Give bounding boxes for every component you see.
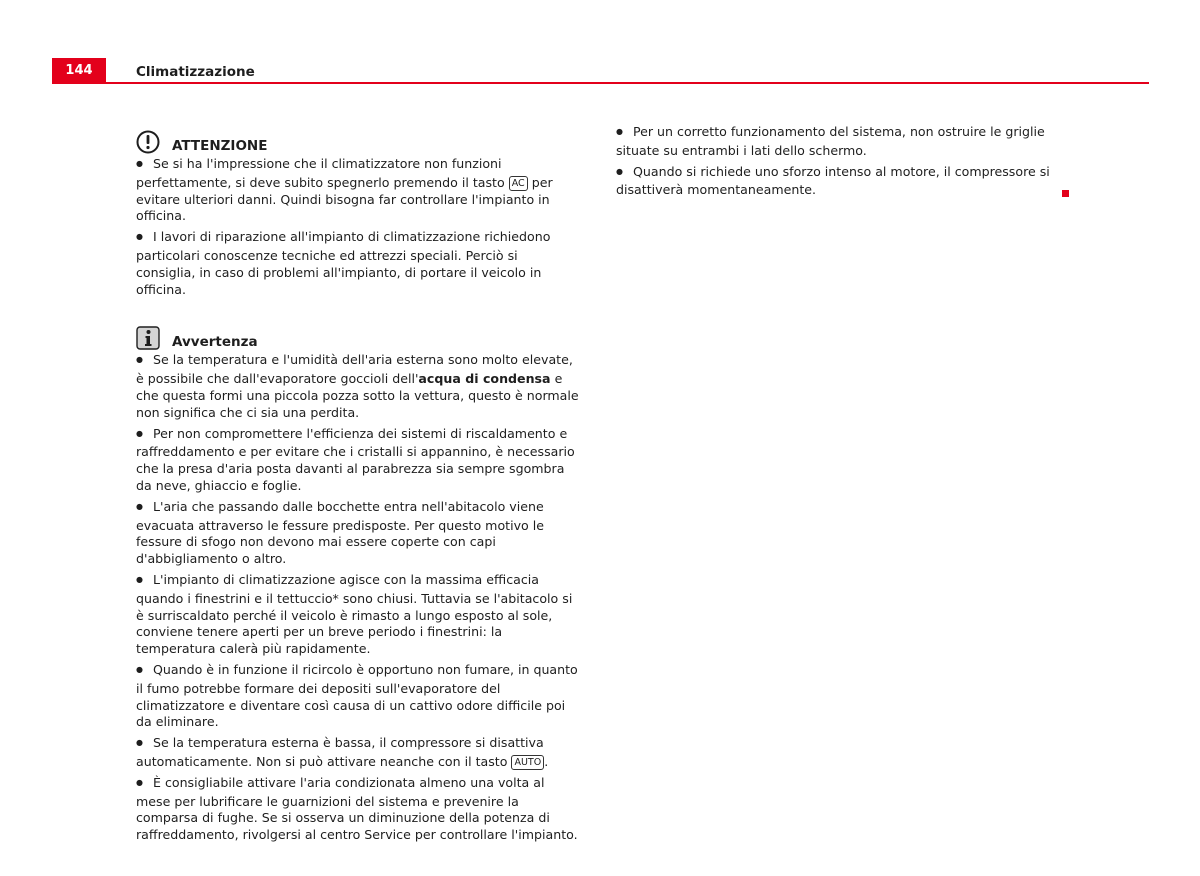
note-bullet-5: ● Quando è in funzione il ricircolo è opportuno non fumare, in quanto il fumo potrebbe formare dei depositi sull'evaporatore del climatizzatore e diventare così causa di un cattivo odore difficile poi da eliminare. (136, 662, 580, 731)
warning-bullet-1: ● Se si ha l'impressione che il climatizzatore non funzioni perfettamente, si deve subito spegnerlo premendo il tasto AC per evitare ulteriori danni. Quindi bisogna far controllare l'impianto in officina. (136, 156, 580, 225)
right-bullet-2: ● Quando si richiede uno sforzo intenso al motore, il compressore si disattiverà momentaneamente. (616, 164, 1066, 200)
auto-key: AUTO (511, 755, 544, 770)
page-number-box (52, 58, 106, 84)
note-bullet-7: ● È consigliabile attivare l'aria condizionata almeno una volta al mese per lubrificare le guarnizioni del sistema e prevenire la comparsa di fughe. Se si osserva un diminuzione della potenza di raffreddamento, rivolgersi al centro Service per controllare l'impianto. (136, 775, 580, 844)
header-rule (52, 82, 1149, 84)
condensation-term: acqua di condensa (418, 371, 551, 387)
section-end-wrap (1062, 182, 1069, 201)
right-column (616, 124, 1066, 203)
right-bullet-1: ● Per un corretto funzionamento del sistema, non ostruire le griglie situate su entrambi i lati dello schermo. (616, 124, 1066, 160)
page-number: 144 (65, 63, 93, 78)
warning-title: ATTENZIONE (172, 138, 268, 154)
note-bullet-3: ● L'aria che passando dalle bocchette entra nell'abitacolo viene evacuata attraverso le fessure predisposte. Per questo motivo le fessure di sfogo non devono mai essere coperte con capi d'abbigliamento o altro. (136, 499, 580, 568)
note-bullet-1: ● Se la temperatura e l'umidità dell'aria esterna sono molto elevate, è possibile che dall'evaporatore goccioli dell'acqua di condensa e che questa formi una piccola pozza sotto la vettura, questo è normale non significa che ci sia una perdita. (136, 352, 580, 421)
info-icon (136, 326, 160, 350)
warning-heading (136, 124, 580, 154)
ac-key: AC (509, 176, 528, 191)
chapter-title: Climatizzazione (136, 64, 255, 80)
section-end-square-icon (1062, 190, 1069, 197)
warning-bullet-2: ● I lavori di riparazione all'impianto di climatizzazione richiedono particolari conoscenze tecniche ed attrezzi speciali. Perciò si consiglia, in caso di problemi all'impianto, di portare il veicolo in officina. (136, 229, 580, 298)
note-bullet-4: ● L'impianto di climatizzazione agisce con la massima efficacia quando i finestrini e il tettuccio* sono chiusi. Tuttavia se l'abitacolo si è surriscaldato perché il veicolo è rimasto a lungo esposto al sole, conviene tenere aperti per un breve periodo i finestrini: la temperatura calerà più rapidamente. (136, 572, 580, 658)
note-heading (136, 320, 580, 350)
note-bullet-6: ● Se la temperatura esterna è bassa, il compressore si disattiva automaticamente. Non si può attivare neanche con il tasto AUTO . (136, 735, 580, 771)
note-title: Avvertenza (172, 334, 258, 351)
warning-circle-icon (136, 130, 160, 154)
left-column (136, 124, 580, 848)
note-bullet-2: ● Per non compromettere l'efficienza dei sistemi di riscaldamento e raffreddamento e per evitare che i cristalli si appannino, è necessario che la presa d'aria posta davanti al parabrezza sia sempre sgombra da neve, ghiaccio e foglie. (136, 426, 580, 495)
